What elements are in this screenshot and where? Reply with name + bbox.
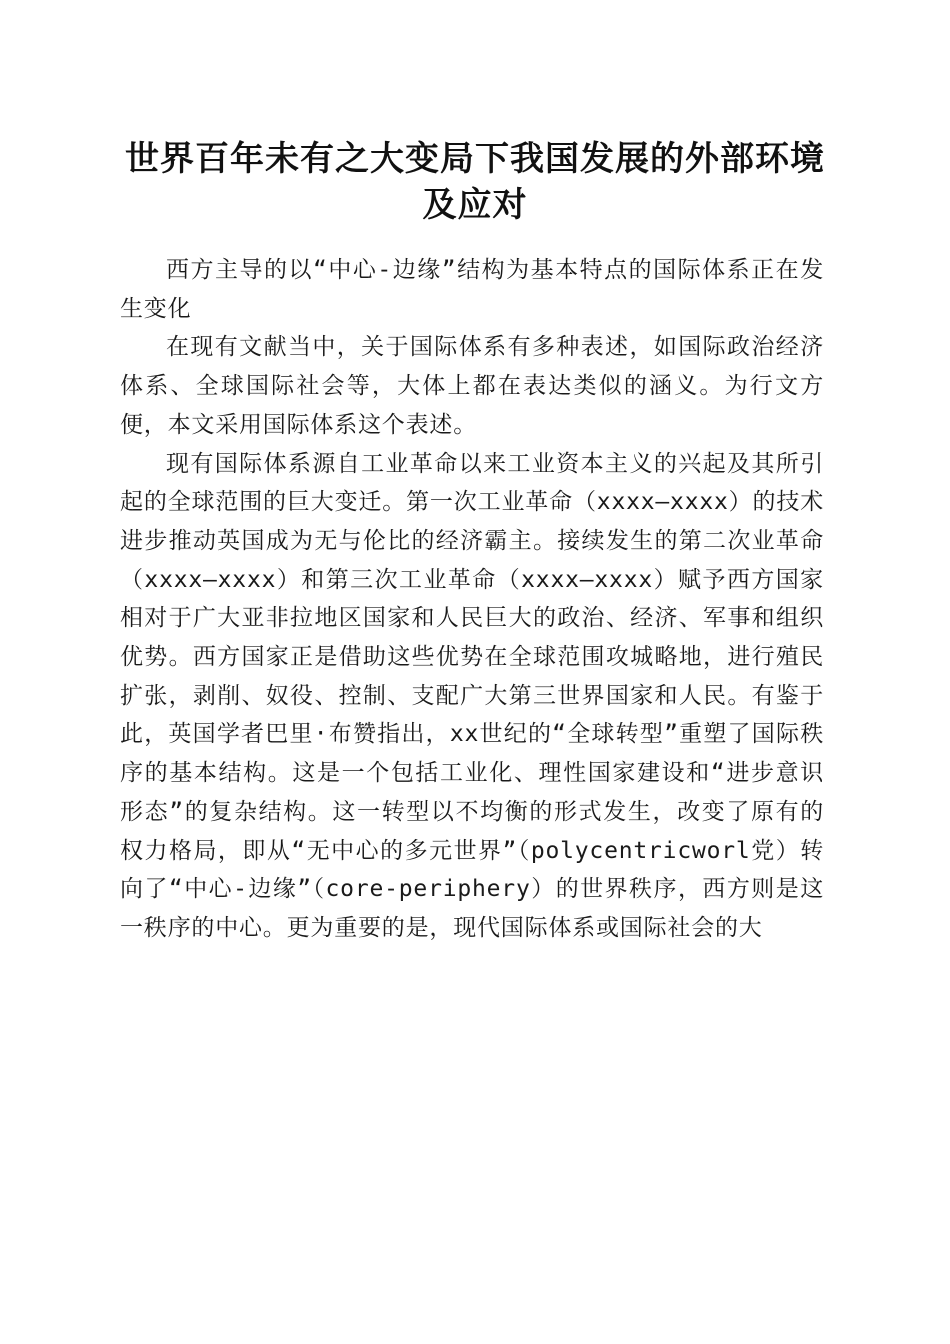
document-body bbox=[120, 251, 824, 948]
paragraph: 在现有文献当中，关于国际体系有多种表述，如国际政治经济体系、全球国际社会等，大体上都在表达类似的涵义。为行文方便，本文采用国际体系这个表述。 bbox=[120, 334, 824, 438]
paragraph: 现有国际体系源自工业革命以来工业资本主义的兴起及其所引起的全球范围的巨大变迁。第一次工业革命（xxxx—xxxx）的技术进步推动英国成为无与伦比的经济霸主。接续发生的第二次业革命（xxxx—xxxx）和第三次工业革命（xxxx—xxxx）赋予西方国家相对于广大亚非拉地区国家和人民巨大的政治、经济、军事和组织优势。西方国家正是借助这些优势在全球范围攻城略地，进行殖民扩张，剥削、奴役、控制、支配广大第三世界国家和人民。有鉴于此，英国学者巴里·布赞指出，xx世纪的“全球转型”重塑了国际秩序的基本结构。这是一个包括工业化、理性国家建设和“进步意识形态”的复杂结构。这一转型以不均衡的形式发生，改变了原有的权力格局，即从“无中心的多元世界”（polycentricworl党）转向了“中心-边缘”（core-periphery）的世界秩序，西方则是这一秩序的中心。更为重要的是，现代国际体系或国际社会的大 bbox=[120, 450, 824, 941]
paragraph-section-heading: 西方主导的以“中心-边缘”结构为基本特点的国际体系正在发生变化 bbox=[120, 257, 824, 322]
document-title: 世界百年未有之大变局下我国发展的外部环境及应对 bbox=[125, 139, 825, 225]
